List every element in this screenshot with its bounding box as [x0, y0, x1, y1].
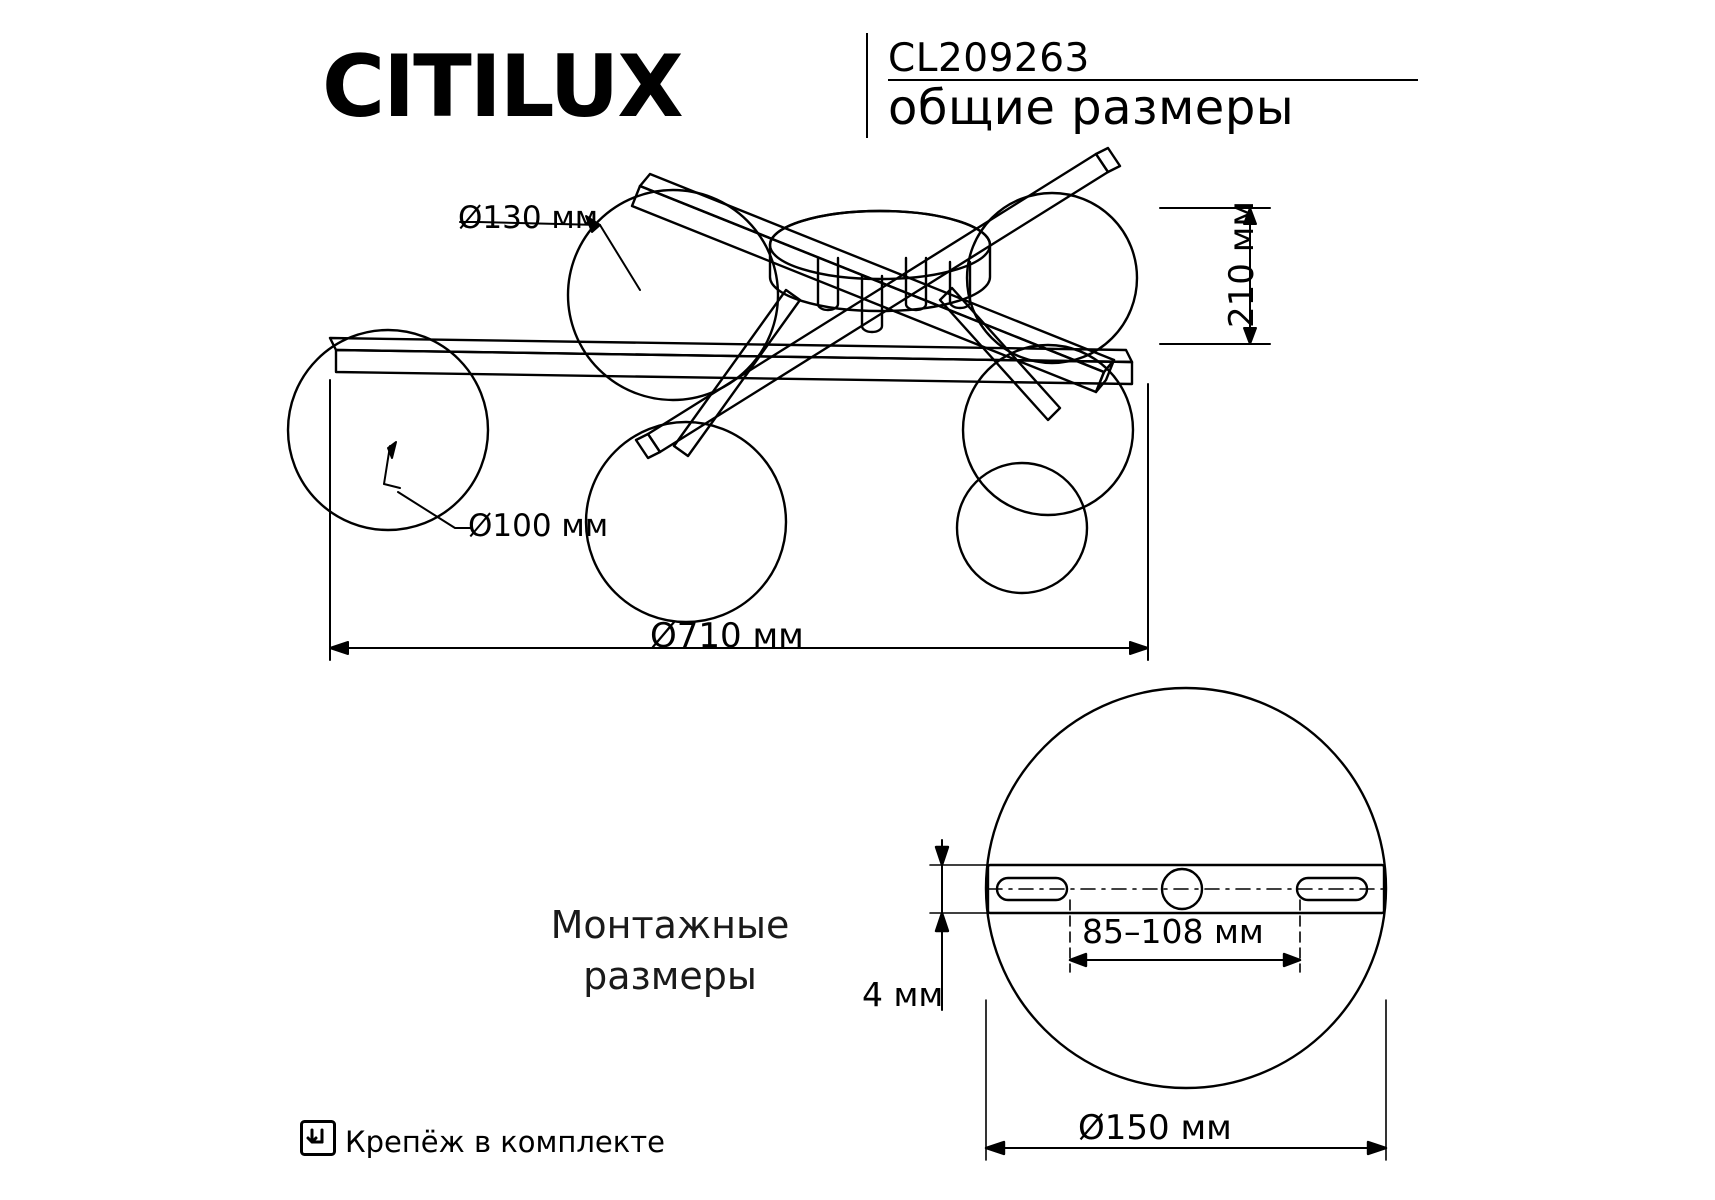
fastener-box-icon: [300, 1120, 336, 1156]
mounting-title-line1: Монтажные: [550, 903, 790, 947]
shade-bottom-right: [957, 463, 1087, 593]
shade-bottom-center: [586, 422, 786, 622]
dimension-label-shade-large: Ø130 мм: [458, 200, 599, 236]
shade-top-right: [967, 193, 1137, 363]
dimension-label-hole-span: 85–108 мм: [1082, 912, 1264, 951]
lamp-shades: [288, 190, 1137, 622]
page-title: общие размеры: [888, 80, 1295, 136]
lamp-arms: [330, 148, 1132, 458]
shade-right: [963, 345, 1133, 515]
lamp-sockets: [818, 258, 970, 332]
mounting-title-line2: размеры: [583, 954, 757, 999]
mounting-section-title: [520, 900, 820, 1003]
fastener-kit-note: Крепёж в комплекте: [345, 1125, 666, 1159]
base-circle: [986, 688, 1386, 1088]
dimension-label-thickness: 4 мм: [862, 975, 944, 1014]
shade-left: [288, 330, 488, 530]
dimension-label-base-diameter: Ø150 мм: [1078, 1108, 1232, 1148]
brand-logo-text: CITILUX: [322, 38, 682, 137]
dimension-label-shade-small: Ø100 мм: [468, 508, 609, 544]
dimension-label-overall: Ø710 мм: [650, 616, 804, 656]
dimension-label-height: 210 мм: [1222, 200, 1262, 328]
product-code: CL209263: [888, 36, 1090, 81]
